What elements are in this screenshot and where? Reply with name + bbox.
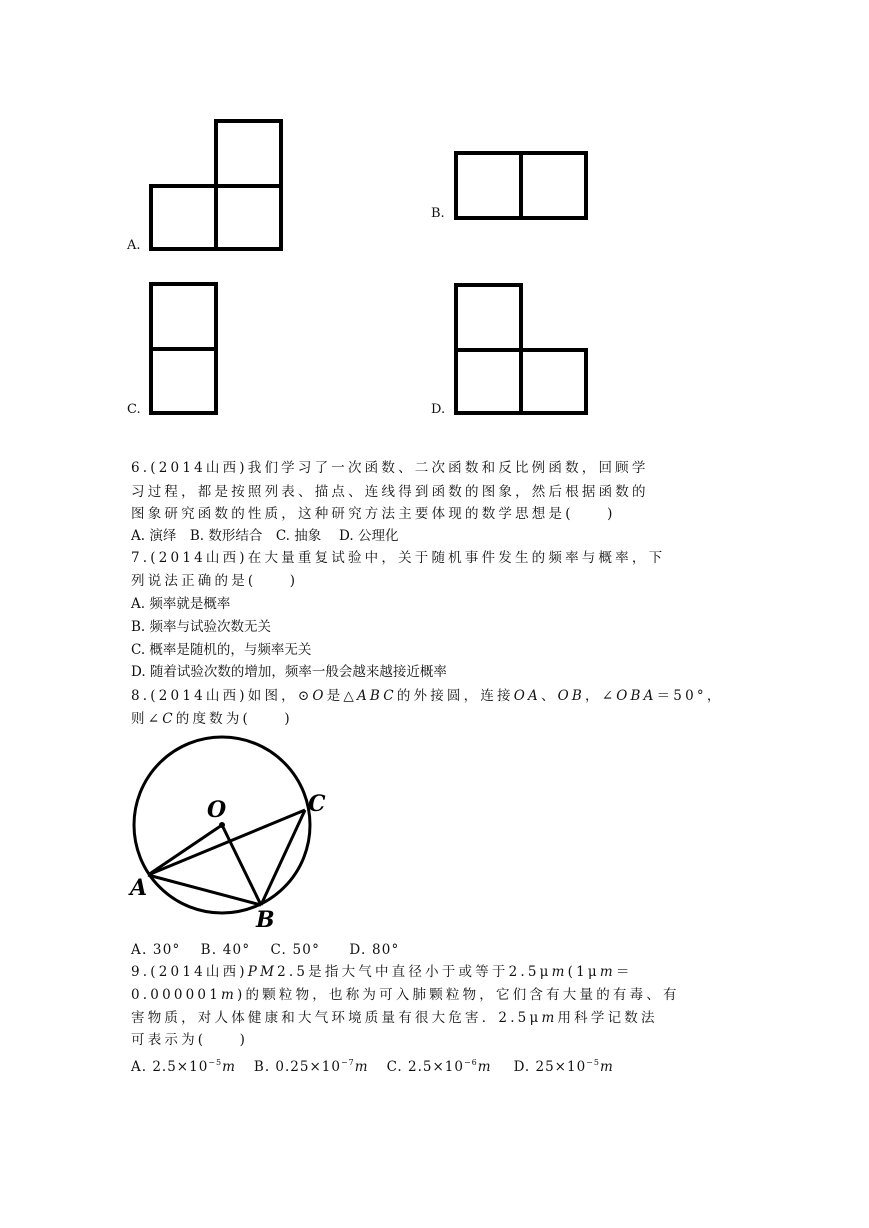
q9-choice-d-exp: −5 [586, 1058, 600, 1067]
q8-text: 的度数为( ) [175, 711, 293, 727]
option-a-label: A. [127, 238, 141, 253]
q8-var: ABC [356, 688, 397, 704]
square [216, 186, 281, 249]
q8-text: 8.(2014山西)如图，⊙ [131, 688, 313, 704]
q9-unit: m [221, 987, 238, 1003]
q6-line-1: 6.(2014山西)我们学习了一次函数、二次函数和反比例函数，回顾学 [131, 460, 649, 476]
q7-line-2: 列说法正确的是( ) [131, 573, 299, 589]
label-b: B [256, 907, 275, 933]
q9-text: 害物质，对人体健康和大气环境质量有很大危害．2.5μ [131, 1010, 542, 1026]
square [456, 350, 521, 413]
label-c: C [308, 791, 326, 817]
square [151, 284, 216, 349]
q8-line-1 [131, 686, 724, 706]
q9-choices [131, 1053, 614, 1077]
square [521, 350, 586, 413]
q9-text: 0.000001 [131, 987, 222, 1003]
q8-var: OA [513, 688, 541, 704]
q9-unit: m [599, 964, 616, 980]
q9-choice-c: C. 2.5×10 [386, 1059, 464, 1075]
q7-choice-a: A. 频率就是概率 [131, 596, 231, 612]
q8-text: 的外接圆，连接 [396, 688, 514, 704]
option-d-figure [453, 282, 590, 417]
square [151, 186, 216, 249]
q9-choice-a-exp: −5 [208, 1058, 223, 1067]
square [456, 153, 521, 218]
segment-ac [148, 810, 305, 875]
q8-choices: A. 30° B. 40° C. 50° D. 80° [131, 942, 400, 958]
q9-text: )的颗粒物，也称为可入肺颗粒物，它们含有大量的有毒、有 [237, 987, 680, 1003]
q9-unit: m [354, 1059, 369, 1075]
label-a: A [130, 875, 148, 901]
q9-choice-b-exp: −7 [340, 1058, 355, 1067]
q9-choice-c-exp: −6 [463, 1058, 478, 1067]
q9-text: 2.5是指大气中直径小于或等于2.5μ [277, 964, 552, 980]
q9-unit: m [222, 1059, 236, 1075]
option-c-figure [148, 281, 220, 416]
q6-line-2: 习过程，都是按照列表、描点、连线得到函数的图象，然后根据函数的 [131, 484, 649, 500]
q9-line-4: 可表示为( ) [131, 1032, 249, 1048]
q9-unit: m [477, 1059, 492, 1075]
option-a-figure [148, 118, 284, 252]
q9-text: 用科学记数法 [557, 1010, 658, 1026]
option-b-label: B. [431, 206, 445, 221]
circle-figure [128, 733, 338, 933]
q9-choice-b: B. 0.25×10 [253, 1059, 341, 1075]
q9-line-1 [131, 962, 633, 982]
square [456, 285, 521, 350]
q9-choice-d: D. 25×10 [513, 1059, 587, 1075]
label-o: O [207, 797, 227, 823]
option-c-label: C. [127, 402, 141, 417]
q6-choices: A. 演绎 B. 数形结合 C. 抽象 D. 公理化 [131, 528, 399, 544]
q8-var: O [312, 688, 327, 704]
q8-var: OBA [616, 688, 657, 704]
q9-unit: m [551, 964, 568, 980]
square [151, 349, 216, 413]
q8-text: 是△ [326, 688, 357, 704]
segment-ab [148, 875, 261, 905]
q7-choice-d: D. 随着试验次数的增加，频率一般会越来越接近概率 [131, 664, 447, 680]
square [216, 121, 281, 186]
q7-choice-b: B. 频率与试验次数无关 [131, 619, 272, 635]
q8-var: C [162, 711, 176, 727]
q9-unit: m [541, 1010, 558, 1026]
option-b-figure [453, 150, 590, 221]
q8-text: ＝50°， [656, 688, 724, 704]
q8-text: ，∠ [585, 688, 617, 704]
q8-text: 、 [540, 688, 558, 704]
q7-line-1: 7.(2014山西)在大量重复试验中，关于随机事件发生的频率与概率，下 [131, 550, 666, 566]
q9-line-3 [131, 1008, 658, 1028]
q9-text: 9.(2014山西) [131, 964, 248, 980]
q8-line-2 [131, 709, 293, 729]
q9-text: ＝ [615, 964, 633, 980]
q9-choice-a: A. 2.5×10 [131, 1059, 209, 1075]
q9-var: PM [247, 964, 278, 980]
q9-text: (1μ [567, 964, 600, 980]
square [521, 153, 586, 218]
q7-choice-c: C. 概率是随机的，与频率无关 [131, 642, 312, 658]
q8-var: OB [557, 688, 586, 704]
q9-unit: m [599, 1059, 614, 1075]
q9-line-2 [131, 985, 680, 1005]
q8-text: 则∠ [131, 711, 163, 727]
option-d-label: D. [431, 402, 446, 417]
q6-line-3: 图象研究函数的性质，这种研究方法主要体现的数学思想是( ) [131, 506, 616, 522]
